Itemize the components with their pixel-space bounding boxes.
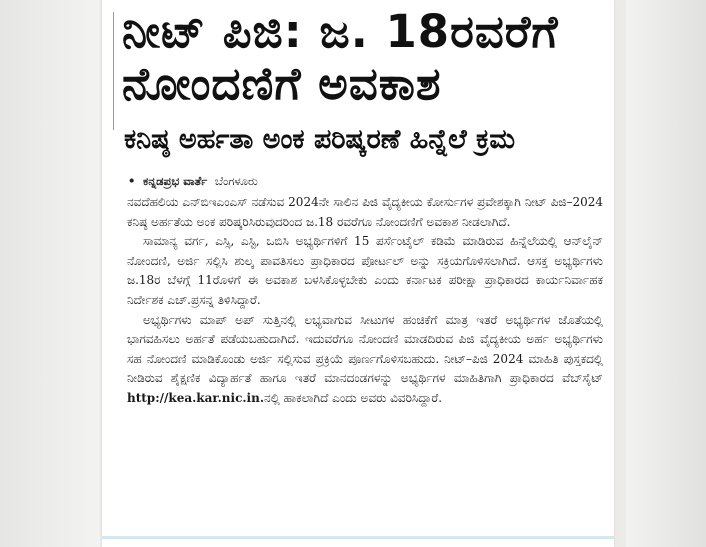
article-headline: ನೀಟ್ ಪಿಜಿ: ಜ. 18ರವರೆಗೆ ನೋಂದಣಿಗೆ ಅವಕಾಶ — [122, 5, 559, 110]
byline-agency: ಕನ್ನಡಪ್ರಭ ವಾರ್ತೆ — [143, 174, 208, 188]
body-paragraph-3 — [127, 311, 603, 409]
article-subheadline: ಕನಿಷ್ಠ ಅರ್ಹತಾ ಅಂಕ ಪರಿಷ್ಕರಣೆ ಹಿನ್ನೆಲೆ ಕ್ರಮ — [124, 124, 516, 155]
bottom-accent-bar — [102, 536, 614, 539]
article-body — [127, 193, 603, 409]
byline-bullet: • — [128, 174, 136, 188]
byline-location: ಬೆಂಗಳೂರು — [214, 174, 258, 188]
body-paragraph-2: ಸಾಮಾನ್ಯ ವರ್ಗ, ಎಸ್ಸಿ, ಎಸ್ಟಿ, ಒಬಿಸಿ ಅಭ್ಯರ್ಥಿಗಳಿಗೆ 15 ಪರ್ಸೆಂಟೈಲ್ ಕಡಿಮೆ ಮಾಡಿರುವ ಹಿನ್ನೆಲೆಯಲ್ಲಿ ಆನ್‌ಲೈನ್ ನೋಂದಣಿ, ಅರ್ಜಿ ಸಲ್ಲಿಸಿ ಶುಲ್ಕ ಪಾವತಿಸಲು ಪ್ರಾಧಿಕಾರದ ಪೋರ್ಟಲ್ ಅನ್ನು ಸಕ್ರಿಯಗೊಳಿಸಲಾಗಿದೆ. ಆಸಕ್ತ ಅಭ್ಯರ್ಥಿಗಳು ಜ.18ರ ಬೆಳಗ್ಗೆ 11ರೊಳಗೆ ಈ ಅವಕಾಶ ಬಳಸಿಕೊಳ್ಳಬೇಕು ಎಂದು ಕರ್ನಾಟಕ ಪರೀಕ್ಷಾ ಪ್ರಾಧಿಕಾರದ ಕಾರ್ಯನಿರ್ವಾಹಕ ನಿರ್ದೇಶಕ ಎಚ್.ಪ್ರಸನ್ನ ತಿಳಿಸಿದ್ದಾರೆ. — [127, 234, 603, 307]
closing-text: ನಲ್ಲಿ ಹಾಕಲಾಗಿದೆ ಎಂದು ಅವರು ವಿವರಿಸಿದ್ದಾರೆ. — [264, 390, 443, 405]
body-paragraph-3-text: ಅಭ್ಯರ್ಥಿಗಳು ಮಾಪ್ ಅಪ್ ಸುತ್ತಿನಲ್ಲಿ ಲಭ್ಯವಾಗುವ ಸೀಟುಗಳ ಹಂಚಿಕೆಗೆ ಮಾತ್ರ ಇತರೆ ಅಭ್ಯರ್ಥಿಗಳ ಜೊತೆಯಲ್ಲಿ ಭಾಗವಹಿಸಲು ಅರ್ಹತೆ ಪಡೆಯಬಹುದಾಗಿದೆ. ಇದುವರೆಗೂ ನೋಂದಣಿ ಮಾಡದಿರುವ ಪಿಜಿ ವೈದ್ಯಕೀಯ ಅರ್ಹ ಅಭ್ಯರ್ಥಿಗಳು ಸಹ ನೋಂದಣಿ ಮಾಡಿಕೊಂಡು ಅರ್ಜಿ ಸಲ್ಲಿಸುವ ಪ್ರಕ್ರಿಯೆ ಪೂರ್ಣಗೊಳಿಸಬಹುದು. ನೀಟ್–ಪಿಜಿ 2024 ಮಾಹಿತಿ ಪುಸ್ತಕದಲ್ಲಿ ನೀಡಿರುವ ಶೈಕ್ಷಣಿಕ ವಿದ್ಯಾರ್ಹತೆ ಹಾಗೂ ಇತರೆ ಮಾನದಂಡಗಳನ್ನು ಅಭ್ಯರ್ಥಿಗಳ ಮಾಹಿತಿಗಾಗಿ ಪ್ರಾಧಿಕಾರದ ವೆಬ್‌ಸೈಟ್ — [127, 312, 603, 386]
column-rule — [113, 12, 114, 130]
body-paragraph-1: ನವದೆಹಲಿಯ ಎನ್‌ಬಿಇಎಂಎಸ್ ನಡೆಸುವ 2024ನೇ ಸಾಲಿನ ಪಿಜಿ ವೈದ್ಯಕೀಯ ಕೋರ್ಸುಗಳ ಪ್ರವೇಶಕ್ಕಾಗಿ ನೀಟ್ ಪಿಜಿ–2024 ಕನಿಷ್ಠ ಅರ್ಹತೆಯ ಅಂಕ ಪರಿಷ್ಕರಿಸಿರುವುದರಿಂದ ಜ.18 ರವರೆಗೂ ನೋಂದಣಿಗೆ ಅವಕಾಶ ನೀಡಲಾಗಿದೆ. — [127, 195, 603, 229]
byline — [128, 174, 528, 189]
website-url: http://kea.kar.nic.in. — [127, 390, 265, 405]
background-left — [0, 0, 100, 547]
background-right — [626, 0, 706, 547]
